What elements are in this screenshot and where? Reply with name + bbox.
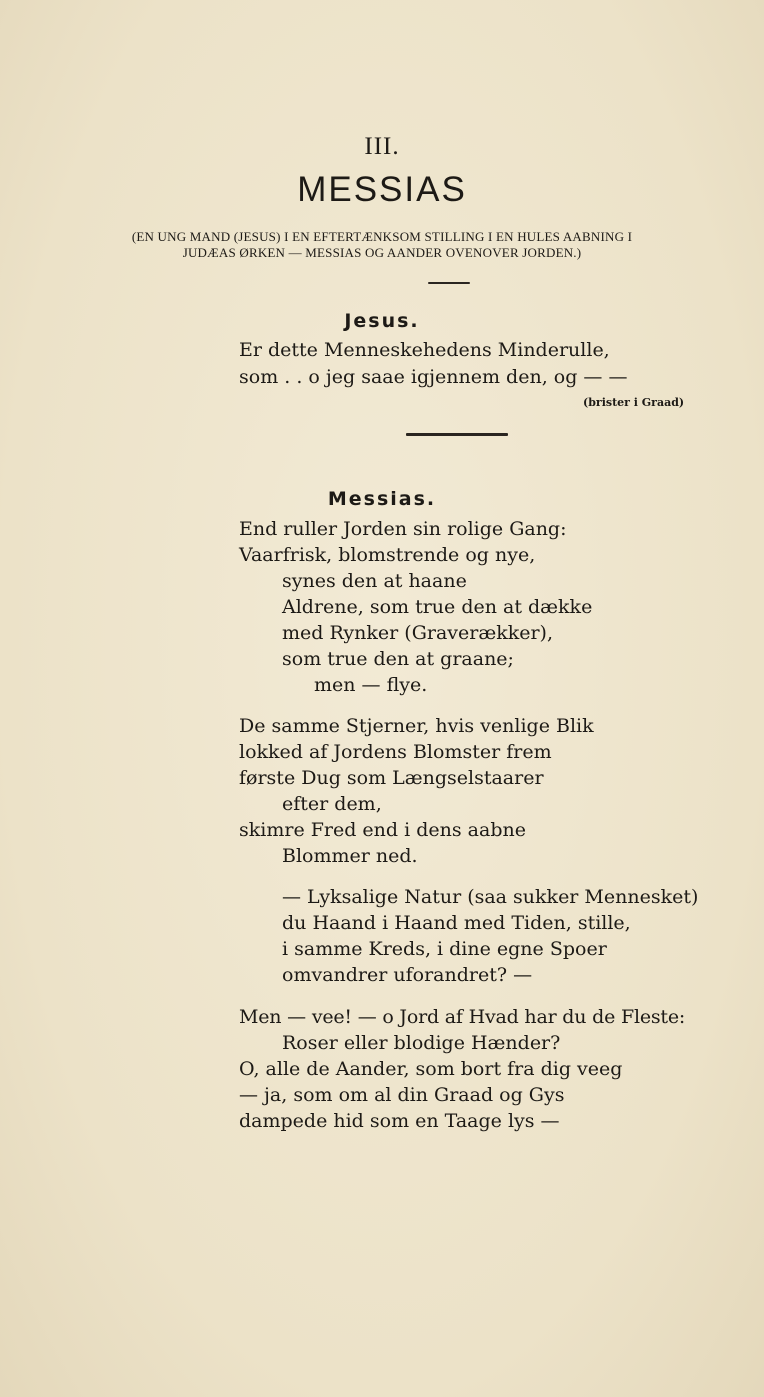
subtitle-line-1: (EN UNG MAND (JESUS) I EN EFTERTÆNKSOM STILLING I EN HULES AABNING I [131,229,633,244]
section-divider-rule [406,433,508,436]
verse-line: omvandrer uforandret? — [282,964,533,986]
subtitle-line-2: JUDÆAS ØRKEN — MESSIAS OG AANDER OVENOVER JORDEN.) [182,245,582,260]
verse-line: Er dette Menneskehedens Minderulle, [239,339,610,361]
chapter-title: MESSIAS [297,170,467,209]
ornament-rule-top [428,282,470,284]
verse-line: i samme Kreds, i dine egne Spoer [282,938,607,960]
verse-line: Vaarfrisk, blomstrende og nye, [239,544,536,566]
verse-line: — Lyksalige Natur (saa sukker Mennesket) [282,886,699,908]
verse-line: — ja, som om al din Graad og Gys [239,1084,565,1106]
verse-line: første Dug som Længselstaarer [239,767,544,789]
verse-line: Men — vee! — o Jord af Hvad har du de Fleste: [239,1006,686,1028]
verse-line: efter dem, [282,793,382,815]
verse-line: De samme Stjerner, hvis venlige Blik [239,715,594,737]
chapter-numeral: III. [364,133,400,160]
verse-line: lokked af Jordens Blomster frem [239,741,552,763]
verse-line: O, alle de Aander, som bort fra dig veeg [239,1058,623,1080]
speaker-messias: Messias. [327,488,437,510]
verse-line: dampede hid som en Taage lys — [239,1110,560,1132]
speaker-jesus: Jesus. [344,310,420,332]
verse-line: Aldrene, som true den at dække [282,596,593,618]
verse-line: som true den at graane; [282,648,514,670]
verse-line: du Haand i Haand med Tiden, stille, [282,912,631,934]
verse-line: Roser eller blodige Hænder? [282,1032,561,1054]
verse-line: End ruller Jorden sin rolige Gang: [239,518,567,540]
verse-line: synes den at haane [282,570,467,592]
verse-line: men — flye. [314,674,428,696]
verse-line: med Rynker (Graverækker), [282,622,554,644]
stage-direction: (brister i Graad) [583,396,685,409]
verse-line: skimre Fred end i dens aabne [239,819,526,841]
verse-line: som . . o jeg saae igjennem den, og — — [239,366,628,388]
verse-line: Blommer ned. [282,845,418,867]
